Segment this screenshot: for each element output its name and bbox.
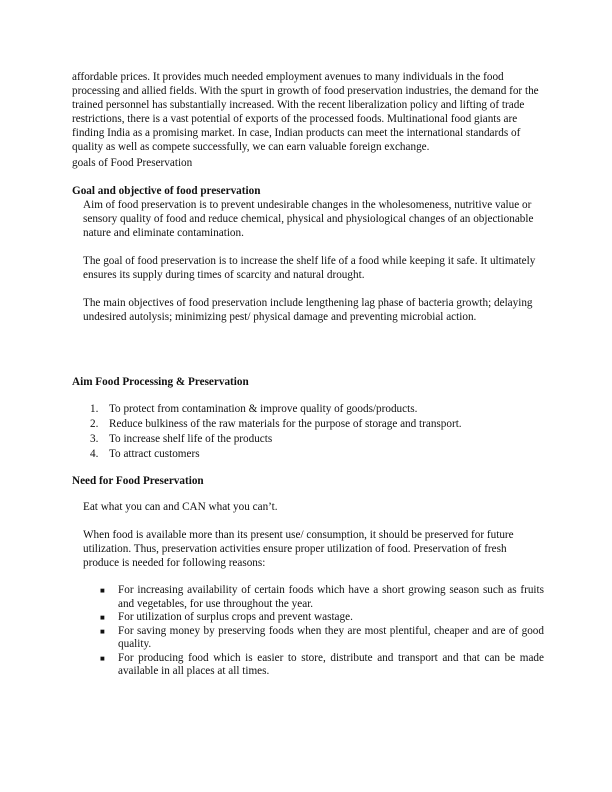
need-paragraph: When food is available more than its present use/ consumption, it should be preserved for future utilization. Thus, preservation activities ensure proper utilization of food. Preservation of fresh produce is needed for following reasons: — [83, 529, 514, 569]
square-bullet-icon: ■ — [100, 586, 105, 595]
list-item — [72, 447, 544, 462]
list-item-text: For utilization of surplus crops and prevent wastage. — [118, 611, 353, 623]
list-item — [72, 402, 544, 417]
list-item — [72, 652, 544, 679]
goal-heading: Goal and objective of food preservation — [72, 185, 261, 197]
square-bullet-icon: ■ — [100, 626, 105, 636]
list-item — [72, 584, 544, 611]
list-number: 2. — [90, 418, 99, 430]
list-item-text: For saving money by preserving foods when they are most plentiful, cheaper and are of good quality. — [118, 624, 544, 650]
list-item-text: Reduce bulkiness of the raw materials for the purpose of storage and transport. — [109, 418, 462, 430]
list-item — [72, 625, 544, 652]
goal-paragraph-2: The goal of food preservation is to increase the shelf life of a food while keeping it safe. It ultimately ensures its supply during times of scarcity and natural drought. — [83, 255, 536, 281]
list-item-text: To attract customers — [109, 448, 200, 460]
document-page — [72, 70, 544, 679]
goal-paragraph-3: The main objectives of food preservation include lengthening lag phase of bacteria growth; delaying undesired autolysis; minimizing pest/ physical damage and preventing microbial action. — [83, 297, 533, 323]
list-item-text: For increasing availability of certain foods which have a short growing season such as fruits and vegetables, for use throughout the year. — [118, 584, 544, 610]
aim-heading: Aim Food Processing & Preservation — [72, 376, 249, 388]
square-bullet-icon: ■ — [100, 613, 105, 622]
list-item — [72, 611, 544, 625]
list-item — [72, 417, 544, 432]
need-bullet-list — [72, 584, 544, 679]
need-quote: Eat what you can and CAN what you can’t. — [83, 501, 278, 513]
list-item — [72, 432, 544, 447]
square-bullet-icon: ■ — [100, 653, 105, 663]
list-number: 4. — [90, 448, 99, 460]
list-item-text: To protect from contamination & improve quality of goods/products. — [109, 403, 418, 415]
list-item-text: For producing food which is easier to store, distribute and transport and that can be made available in all places at all times. — [118, 651, 544, 677]
list-item-text: To increase shelf life of the products — [109, 433, 273, 445]
list-number: 3. — [90, 433, 99, 445]
need-heading: Need for Food Preservation — [72, 475, 204, 487]
aim-list — [72, 402, 544, 462]
list-number: 1. — [90, 403, 99, 415]
goals-line: goals of Food Preservation — [72, 157, 193, 169]
intro-paragraph: affordable prices. It provides much needed employment avenues to many individuals in the food processing and allied fields. With the spurt in growth of food preservation industries, the demand for the trained personnel has substantially increased. With the recent liberalization policy and lifting of trade restrictions, there is a vast potential of exports of the processed foods. Multinational food giants are finding India as a promising market. In case, Indian products can meet the international standards of quality as well as compete successfully, we can earn valuable foreign exchange. — [72, 71, 539, 153]
goal-paragraph-1: Aim of food preservation is to prevent undesirable changes in the wholesomeness, nutritive value or sensory quality of food and reduce chemical, physical and physiological changes of an objectionable nature and eliminate contamination. — [83, 199, 534, 239]
